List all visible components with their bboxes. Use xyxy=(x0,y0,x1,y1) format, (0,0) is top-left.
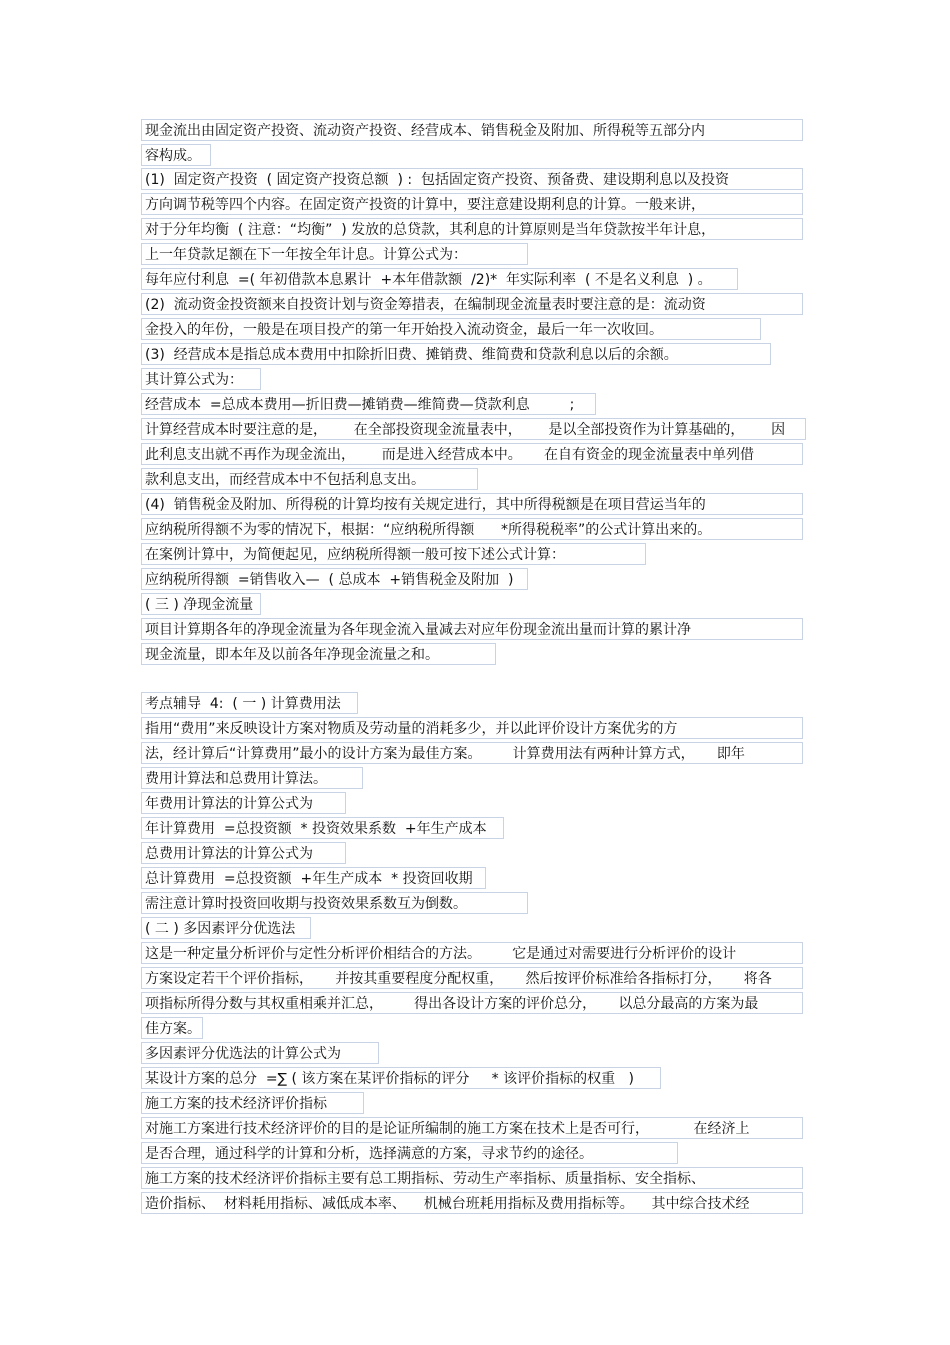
text-line: 总费用计算法的计算公式为 xyxy=(141,842,346,864)
text-line: 佳方案。 xyxy=(141,1017,203,1039)
text-line: 此利息支出就不再作为现金流出， 而是进入经营成本中。 在自有资金的现金流量表中单列借 xyxy=(141,443,803,465)
text-line: 方向调节税等四个内容。在固定资产投资的计算中，要注意建设期利息的计算。一般来讲， xyxy=(141,193,803,215)
text-line: 金投入的年份，一般是在项目投产的第一年开始投入流动资金，最后一年一次收回。 xyxy=(141,318,761,340)
text-line: 项指标所得分数与其权重相乘并汇总， 得出各设计方案的评价总分， 以总分最高的方案为最 xyxy=(141,992,803,1014)
text-line: (3) 经营成本是指总成本费用中扣除折旧费、摊销费、维简费和贷款利息以后的余额。 xyxy=(141,343,771,365)
formula-line: 年计算费用 =总投资额 * 投资效果系数 +年生产成本 xyxy=(141,817,504,839)
text-line: (4) 销售税金及附加、所得税的计算均按有关规定进行，其中所得税额是在项目营运当年的 xyxy=(141,493,803,515)
text-line: 每年应付利息 =( 年初借款本息累计 +本年借款额 /2)* 年实际利率 ( 不是名义利息 ) 。 xyxy=(141,268,738,290)
text-line: 对于分年均衡 ( 注意：“均衡” ) 发放的总贷款，其利息的计算原则是当年贷款按半年计息， xyxy=(141,218,803,240)
text-line: 在案例计算中，为简便起见，应纳税所得额一般可按下述公式计算： xyxy=(141,543,646,565)
section-heading: ( 三 ) 净现金流量 xyxy=(141,593,261,615)
text-line: 费用计算法和总费用计算法。 xyxy=(141,767,363,789)
text-line: 计算经营成本时要注意的是， 在全部投资现金流量表中， 是以全部投资作为计算基础的， 因 xyxy=(141,418,806,440)
text-line: 容构成。 xyxy=(141,144,211,166)
text-line: 项目计算期各年的净现金流量为各年现金流入量减去对应年份现金流出量而计算的累计净 xyxy=(141,618,803,640)
text-line: 这是一种定量分析评价与定性分析评价相结合的方法。 它是通过对需要进行分析评价的设计 xyxy=(141,942,803,964)
text-line: 现金流量，即本年及以前各年净现金流量之和。 xyxy=(141,643,496,665)
text-line: 上一年贷款足额在下一年按全年计息。计算公式为： xyxy=(141,243,528,265)
text-line: 多因素评分优选法的计算公式为 xyxy=(141,1042,379,1064)
section-heading: 考点辅导 4: ( 一 ) 计算费用法 xyxy=(141,692,358,714)
text-line: 其计算公式为： xyxy=(141,368,261,390)
text-line: 应纳税所得额不为零的情况下，根据：“应纳税所得额 *所得税税率”的公式计算出来的。 xyxy=(141,518,803,540)
text-line: 方案设定若干个评价指标， 并按其重要程度分配权重， 然后按评价标准给各指标打分， 将各 xyxy=(141,967,803,989)
text-line: 需注意计算时投资回收期与投资效果系数互为倒数。 xyxy=(141,892,528,914)
text-line: 现金流出由固定资产投资、流动资产投资、经营成本、销售税金及附加、所得税等五部分内 xyxy=(141,119,803,141)
section-heading: 施工方案的技术经济评价指标 xyxy=(141,1092,364,1114)
text-line: 对施工方案进行技术经济评价的目的是论证所编制的施工方案在技术上是否可行， 在经济上 xyxy=(141,1117,803,1139)
text-line: 是否合理，通过科学的计算和分析，选择满意的方案，寻求节约的途径。 xyxy=(141,1142,678,1164)
text-line: (1) 固定资产投资 ( 固定资产投资总额 ) : 包括固定资产投资、预备费、建设期利息以及投资 xyxy=(141,168,803,190)
text-line: 年费用计算法的计算公式为 xyxy=(141,792,346,814)
formula-line: 总计算费用 =总投资额 +年生产成本 * 投资回收期 xyxy=(141,867,486,889)
text-line: 施工方案的技术经济评价指标主要有总工期指标、劳动生产率指标、质量指标、安全指标、 xyxy=(141,1167,803,1189)
text-line: 法，经计算后“计算费用”最小的设计方案为最佳方案。 计算费用法有两种计算方式， 即年 xyxy=(141,742,803,764)
text-line: (2) 流动资金投资额来自投资计划与资金筹措表，在编制现金流量表时要注意的是：流动资 xyxy=(141,293,803,315)
text-line: 造价指标、 材料耗用指标、减低成本率、 机械台班耗用指标及费用指标等。 其中综合技术经 xyxy=(141,1192,803,1214)
text-line: 款利息支出，而经营成本中不包括利息支出。 xyxy=(141,468,478,490)
text-line: 指用“费用”来反映设计方案对物质及劳动量的消耗多少，并以此评价设计方案优劣的方 xyxy=(141,717,803,739)
formula-line: 某设计方案的总分 =∑ ( 该方案在某评价指标的评分 * 该评价指标的权重 ) xyxy=(141,1067,661,1089)
section-heading: ( 二 ) 多因素评分优选法 xyxy=(141,917,311,939)
text-line: 应纳税所得额 =销售收入— ( 总成本 +销售税金及附加 ) xyxy=(141,568,528,590)
text-line: 经营成本 =总成本费用—折旧费—摊销费—维简费—贷款利息 ; xyxy=(141,393,596,415)
